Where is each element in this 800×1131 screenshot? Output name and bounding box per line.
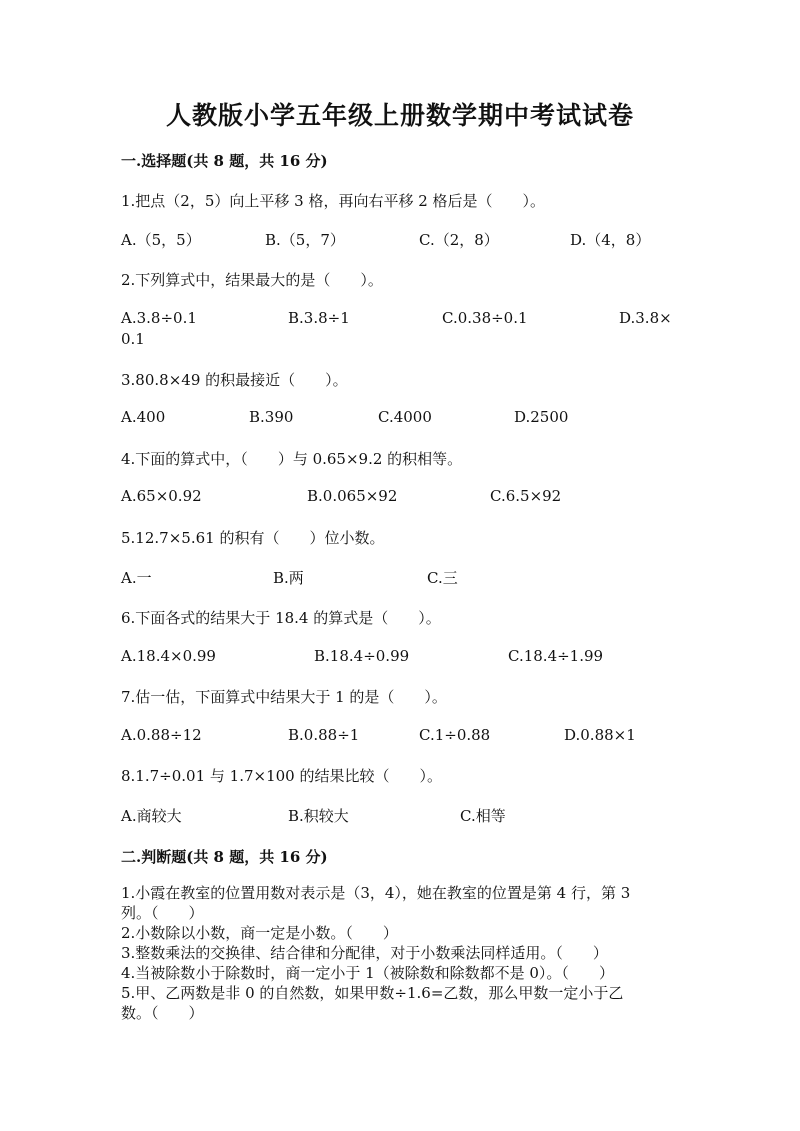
option-b: B.积较大: [288, 807, 349, 825]
option-a: A.一: [121, 569, 152, 587]
question-2-stem: 2.下列算式中，结果最大的是（ ）。: [121, 271, 383, 289]
option-c: C.4000: [378, 408, 432, 426]
question-6-stem: 6.下面各式的结果大于 18.4 的算式是（ ）。: [121, 609, 441, 627]
question-4-stem: 4.下面的算式中，（ ）与 0.65×9.2 的积相等。: [121, 450, 463, 468]
question-6-options: [121, 647, 681, 667]
option-d: D.2500: [514, 408, 569, 426]
question-5-options: [121, 567, 681, 587]
question-4-options: [121, 487, 681, 507]
option-b: B.390: [249, 408, 294, 426]
option-d: D.0.88×1: [564, 726, 636, 744]
tf-line: 2.小数除以小数，商一定是小数。（ ）: [121, 924, 398, 942]
true-false-questions: [121, 883, 691, 1023]
question-2-options: [121, 309, 681, 329]
option-b: B.两: [273, 569, 304, 587]
tf-line: 列。（ ）: [121, 904, 204, 922]
tf-line: 数。（ ）: [121, 1004, 204, 1022]
option-b: B.3.8÷1: [288, 309, 350, 327]
question-1-options: [121, 229, 681, 249]
exam-title: 人教版小学五年级上册数学期中考试试卷: [165, 101, 634, 130]
option-b: B.0.88÷1: [288, 726, 360, 744]
option-d-wrap: 0.1: [121, 330, 145, 348]
option-c: C.相等: [460, 807, 506, 825]
question-8-stem: 8.1.7÷0.01 与 1.7×100 的结果比较（ ）。: [121, 767, 442, 785]
question-8-options: [121, 805, 681, 825]
tf-line: 5.甲、乙两数是非 0 的自然数，如果甲数÷1.6=乙数，那么甲数一定小于乙: [121, 984, 624, 1002]
option-d: D.（4，8）: [570, 231, 651, 249]
option-c: C.6.5×92: [490, 487, 562, 505]
option-a: A.0.88÷12: [121, 726, 202, 744]
question-3-options: [121, 408, 681, 428]
option-b: B.18.4÷0.99: [314, 647, 410, 665]
tf-line: 4.当被除数小于除数时，商一定小于 1（被除数和除数都不是 0）。（ ）: [121, 964, 614, 982]
tf-line: 1.小霞在教室的位置用数对表示是（3，4），她在教室的位置是第 4 行，第 3: [121, 884, 631, 902]
option-a: A.65×0.92: [121, 487, 202, 505]
question-3-stem: 3.80.8×49 的积最接近（ ）。: [121, 371, 348, 389]
option-c: C.1÷0.88: [419, 726, 491, 744]
option-a: A.400: [121, 408, 166, 426]
option-a: A.（5，5）: [121, 231, 201, 249]
option-a: A.商较大: [121, 807, 182, 825]
question-7-stem: 7.估一估，下面算式中结果大于 1 的是（ ）。: [121, 688, 447, 706]
question-5-stem: 5.12.7×5.61 的积有（ ）位小数。: [121, 529, 385, 547]
option-c: C.（2，8）: [419, 231, 499, 249]
option-a: A.18.4×0.99: [121, 647, 216, 665]
option-d: D.3.8×: [619, 309, 672, 327]
option-c: C.0.38÷0.1: [442, 309, 528, 327]
section-heading-true-false: 二.判断题(共 8 题，共 16 分): [121, 848, 328, 866]
option-b: B.（5，7）: [265, 231, 345, 249]
option-b: B.0.065×92: [307, 487, 398, 505]
option-a: A.3.8÷0.1: [121, 309, 197, 327]
section-heading-multiple-choice: 一.选择题(共 8 题，共 16 分): [121, 152, 328, 170]
option-c: C.18.4÷1.99: [508, 647, 604, 665]
option-c: C.三: [427, 569, 458, 587]
question-1-stem: 1.把点（2，5）向上平移 3 格，再向右平移 2 格后是（ ）。: [121, 192, 546, 210]
tf-line: 3.整数乘法的交换律、结合律和分配律，对于小数乘法同样适用。（ ）: [121, 944, 608, 962]
question-7-options: [121, 726, 681, 746]
